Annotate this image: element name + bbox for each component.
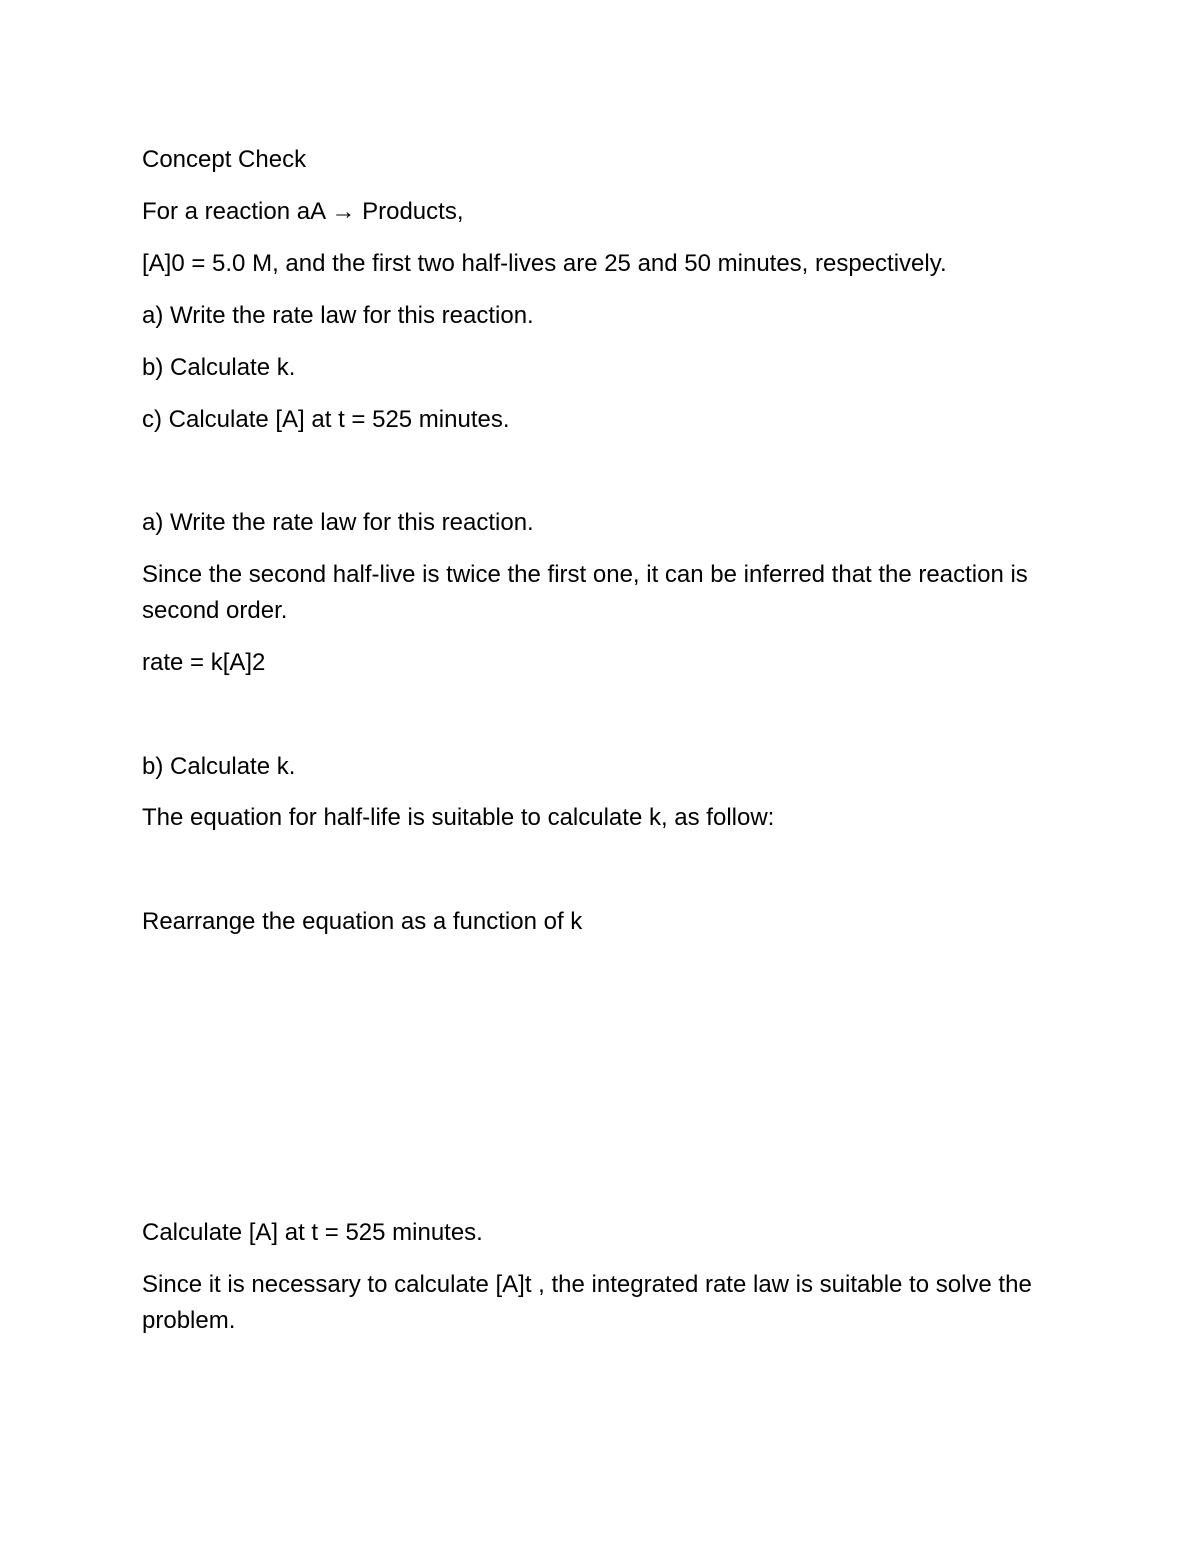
document-title: Concept Check <box>142 146 307 173</box>
question-part-b: b) Calculate k. <box>142 354 296 381</box>
question-part-c: c) Calculate [A] at t = 525 minutes. <box>142 406 510 433</box>
question-part-a: a) Write the rate law for this reaction. <box>142 302 534 329</box>
answer-a-explanation: Since the second half-live is twice the first one, it can be inferred that the reaction is second order. <box>142 561 1028 624</box>
answer-b-rearrange: Rearrange the equation as a function of k <box>142 908 583 935</box>
question-given: [A]0 = 5.0 M, and the first two half-lives are 25 and 50 minutes, respectively. <box>142 250 947 277</box>
answer-b-heading: b) Calculate k. <box>142 753 296 780</box>
question-intro: For a reaction aA → Products, <box>142 198 464 225</box>
answer-c-heading: Calculate [A] at t = 525 minutes. <box>142 1219 483 1246</box>
answer-a-rate-law: rate = k[A]2 <box>142 649 266 676</box>
answer-a-heading: a) Write the rate law for this reaction. <box>142 509 534 536</box>
answer-c-explanation: Since it is necessary to calculate [A]t , the integrated rate law is suitable to solve the problem. <box>142 1271 1032 1334</box>
answer-b-explanation: The equation for half-life is suitable to calculate k, as follow: <box>142 804 775 831</box>
